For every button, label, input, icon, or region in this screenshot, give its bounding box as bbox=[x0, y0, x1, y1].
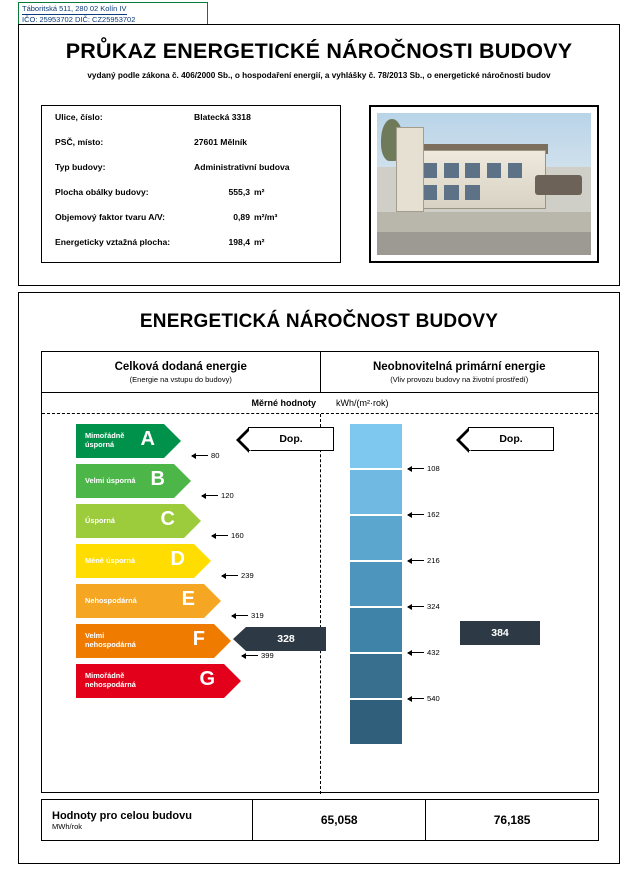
boundary-value: 324 bbox=[427, 602, 440, 611]
energy-band-g bbox=[76, 664, 224, 698]
arrow-icon bbox=[408, 514, 424, 515]
column-header-right bbox=[321, 352, 599, 392]
boundary-value: 216 bbox=[427, 556, 440, 565]
primary-band-7 bbox=[350, 700, 402, 744]
primary-boundary-5 bbox=[408, 648, 440, 657]
primary-boundary-3 bbox=[408, 556, 440, 565]
row-label: Plocha obálky budovy: bbox=[55, 187, 149, 197]
energy-band-a bbox=[76, 424, 164, 458]
units-label: Měrné hodnoty bbox=[251, 398, 316, 408]
arrow-icon bbox=[222, 575, 238, 576]
band-label: Velmi nehospodárná bbox=[85, 631, 136, 649]
row-unit: m² bbox=[254, 187, 265, 197]
column-header-left bbox=[42, 352, 321, 392]
photo-car bbox=[535, 175, 582, 195]
row-label: Ulice, číslo: bbox=[55, 112, 103, 122]
energy-band-e bbox=[76, 584, 204, 618]
band-boundary-d bbox=[222, 571, 254, 580]
recommended-label: Dop. bbox=[499, 433, 523, 445]
band-label: Nehospodárná bbox=[85, 595, 137, 605]
rating-marker-left bbox=[246, 627, 326, 651]
footer-unit: MWh/rok bbox=[52, 821, 82, 831]
boundary-value: 120 bbox=[221, 491, 234, 500]
photo-tower bbox=[396, 127, 424, 211]
row-value: 0,89 bbox=[233, 212, 250, 222]
photo-window bbox=[465, 185, 480, 200]
arrow-icon bbox=[408, 698, 424, 699]
page-subtitle: vydaný podle zákona č. 406/2000 Sb., o hospodaření energií, a vyhlášky č. 78/2013 Sb., o energetické náročnosti budov bbox=[87, 71, 551, 80]
units-value: kWh/(m²·rok) bbox=[336, 398, 389, 408]
boundary-value: 432 bbox=[427, 648, 440, 657]
energy-performance-box bbox=[18, 292, 620, 864]
stamp-line-1: Táboritská 511, 280 02 Kolín IV bbox=[22, 4, 127, 13]
energy-scale-grid bbox=[41, 351, 599, 793]
arrow-icon bbox=[408, 652, 424, 653]
boundary-value: 239 bbox=[241, 571, 254, 580]
photo-window bbox=[444, 163, 459, 178]
band-boundary-e bbox=[232, 611, 264, 620]
primary-band-5 bbox=[350, 608, 402, 652]
photo-window bbox=[508, 163, 523, 178]
table-row bbox=[42, 131, 340, 156]
primary-band-3 bbox=[350, 516, 402, 560]
band-letter: E bbox=[181, 588, 195, 610]
footer-label: Hodnoty pro celou budovu bbox=[52, 809, 192, 822]
band-letter: F bbox=[192, 628, 205, 650]
band-label: Úsporná bbox=[85, 515, 115, 525]
primary-band-2 bbox=[350, 470, 402, 514]
identification-table bbox=[41, 105, 341, 263]
band-letter: B bbox=[150, 468, 165, 490]
row-label: Objemový faktor tvaru A/V: bbox=[55, 212, 165, 222]
row-value: 198,4 bbox=[228, 237, 250, 247]
band-label: Mimořádně úsporná bbox=[85, 431, 125, 449]
band-letter: D bbox=[170, 548, 185, 570]
section-title: ENERGETICKÁ NÁROČNOST BUDOVY bbox=[139, 311, 499, 332]
table-row bbox=[42, 231, 340, 256]
primary-band-6 bbox=[350, 654, 402, 698]
footer-label-cell bbox=[42, 800, 253, 840]
row-label: Typ budovy: bbox=[55, 162, 106, 172]
delivered-energy-scale bbox=[42, 414, 320, 794]
stamp-line-2: IČO: 25953702 DIČ: CZ25953702 bbox=[22, 15, 136, 24]
row-label: Energeticky vztažná plocha: bbox=[55, 237, 171, 247]
table-row bbox=[42, 181, 340, 206]
boundary-value: 319 bbox=[251, 611, 264, 620]
scales-area bbox=[42, 414, 598, 794]
recommended-marker-right bbox=[468, 427, 554, 451]
table-row bbox=[42, 106, 340, 131]
table-row bbox=[42, 156, 340, 181]
footer-left-value: 65,058 bbox=[253, 800, 426, 840]
page-title: PRŮKAZ ENERGETICKÉ NÁROČNOSTI BUDOVY bbox=[65, 39, 573, 63]
header-box bbox=[18, 24, 620, 286]
band-letter: G bbox=[199, 668, 215, 690]
arrow-icon bbox=[408, 606, 424, 607]
energy-band-f bbox=[76, 624, 214, 658]
table-row bbox=[42, 206, 340, 231]
building-photo bbox=[377, 113, 591, 255]
boundary-value: 108 bbox=[427, 464, 440, 473]
rating-marker-right bbox=[460, 621, 540, 645]
photo-window bbox=[423, 163, 438, 178]
primary-boundary-2 bbox=[408, 510, 440, 519]
arrow-icon bbox=[408, 468, 424, 469]
band-label: Mimořádně nehospodárná bbox=[85, 671, 136, 689]
scale-headers bbox=[42, 352, 598, 393]
boundary-value: 540 bbox=[427, 694, 440, 703]
photo-window bbox=[423, 185, 438, 200]
band-label: Velmi úsporná bbox=[85, 475, 136, 485]
band-boundary-a bbox=[192, 451, 219, 460]
primary-boundary-4 bbox=[408, 602, 440, 611]
row-label: PSČ, místo: bbox=[55, 137, 104, 147]
primary-boundary-1 bbox=[408, 464, 440, 473]
column-subtitle: (Energie na vstupu do budovy) bbox=[129, 374, 232, 384]
photo-window bbox=[465, 163, 480, 178]
band-letter: C bbox=[160, 508, 175, 530]
building-photo-frame bbox=[369, 105, 599, 263]
arrow-icon bbox=[202, 495, 218, 496]
row-value: Blatecká 3318 bbox=[194, 112, 251, 122]
energy-band-d bbox=[76, 544, 194, 578]
boundary-value: 160 bbox=[231, 531, 244, 540]
column-title: Neobnovitelná primární energie bbox=[372, 360, 546, 373]
row-unit: m² bbox=[254, 237, 265, 247]
photo-building bbox=[411, 150, 546, 209]
row-value: 27601 Mělník bbox=[194, 137, 248, 147]
units-row bbox=[42, 393, 598, 414]
primary-band-4 bbox=[350, 562, 402, 606]
footer-right-value: 76,185 bbox=[493, 813, 531, 827]
column-subtitle: (Vliv provozu budovy na životní prostředí) bbox=[390, 374, 529, 384]
band-label: Méně úsporná bbox=[85, 555, 136, 565]
arrow-icon bbox=[212, 535, 228, 536]
row-value: 555,3 bbox=[228, 187, 250, 197]
band-boundary-f bbox=[242, 651, 274, 660]
boundary-value: 399 bbox=[261, 651, 274, 660]
rating-value: 384 bbox=[491, 627, 509, 639]
photo-window bbox=[444, 185, 459, 200]
row-value: Administrativní budova bbox=[194, 162, 290, 172]
band-boundary-b bbox=[202, 491, 234, 500]
energy-band-c bbox=[76, 504, 184, 538]
band-boundary-c bbox=[212, 531, 244, 540]
photo-road bbox=[377, 232, 591, 255]
band-letter: A bbox=[140, 428, 155, 450]
row-unit: m²/m³ bbox=[254, 212, 278, 222]
recommended-label: Dop. bbox=[279, 433, 303, 445]
arrow-icon bbox=[408, 560, 424, 561]
arrow-icon bbox=[242, 655, 258, 656]
boundary-value: 80 bbox=[211, 451, 220, 460]
column-title: Celková dodaná energie bbox=[114, 360, 247, 373]
primary-energy-scale bbox=[320, 414, 598, 794]
photo-window bbox=[487, 163, 502, 178]
boundary-value: 162 bbox=[427, 510, 440, 519]
primary-band-1 bbox=[350, 424, 402, 468]
primary-boundary-6 bbox=[408, 694, 440, 703]
whole-building-values bbox=[41, 799, 599, 841]
rating-value: 328 bbox=[277, 633, 295, 645]
arrow-icon bbox=[232, 615, 248, 616]
arrow-icon bbox=[192, 455, 208, 456]
energy-band-b bbox=[76, 464, 174, 498]
